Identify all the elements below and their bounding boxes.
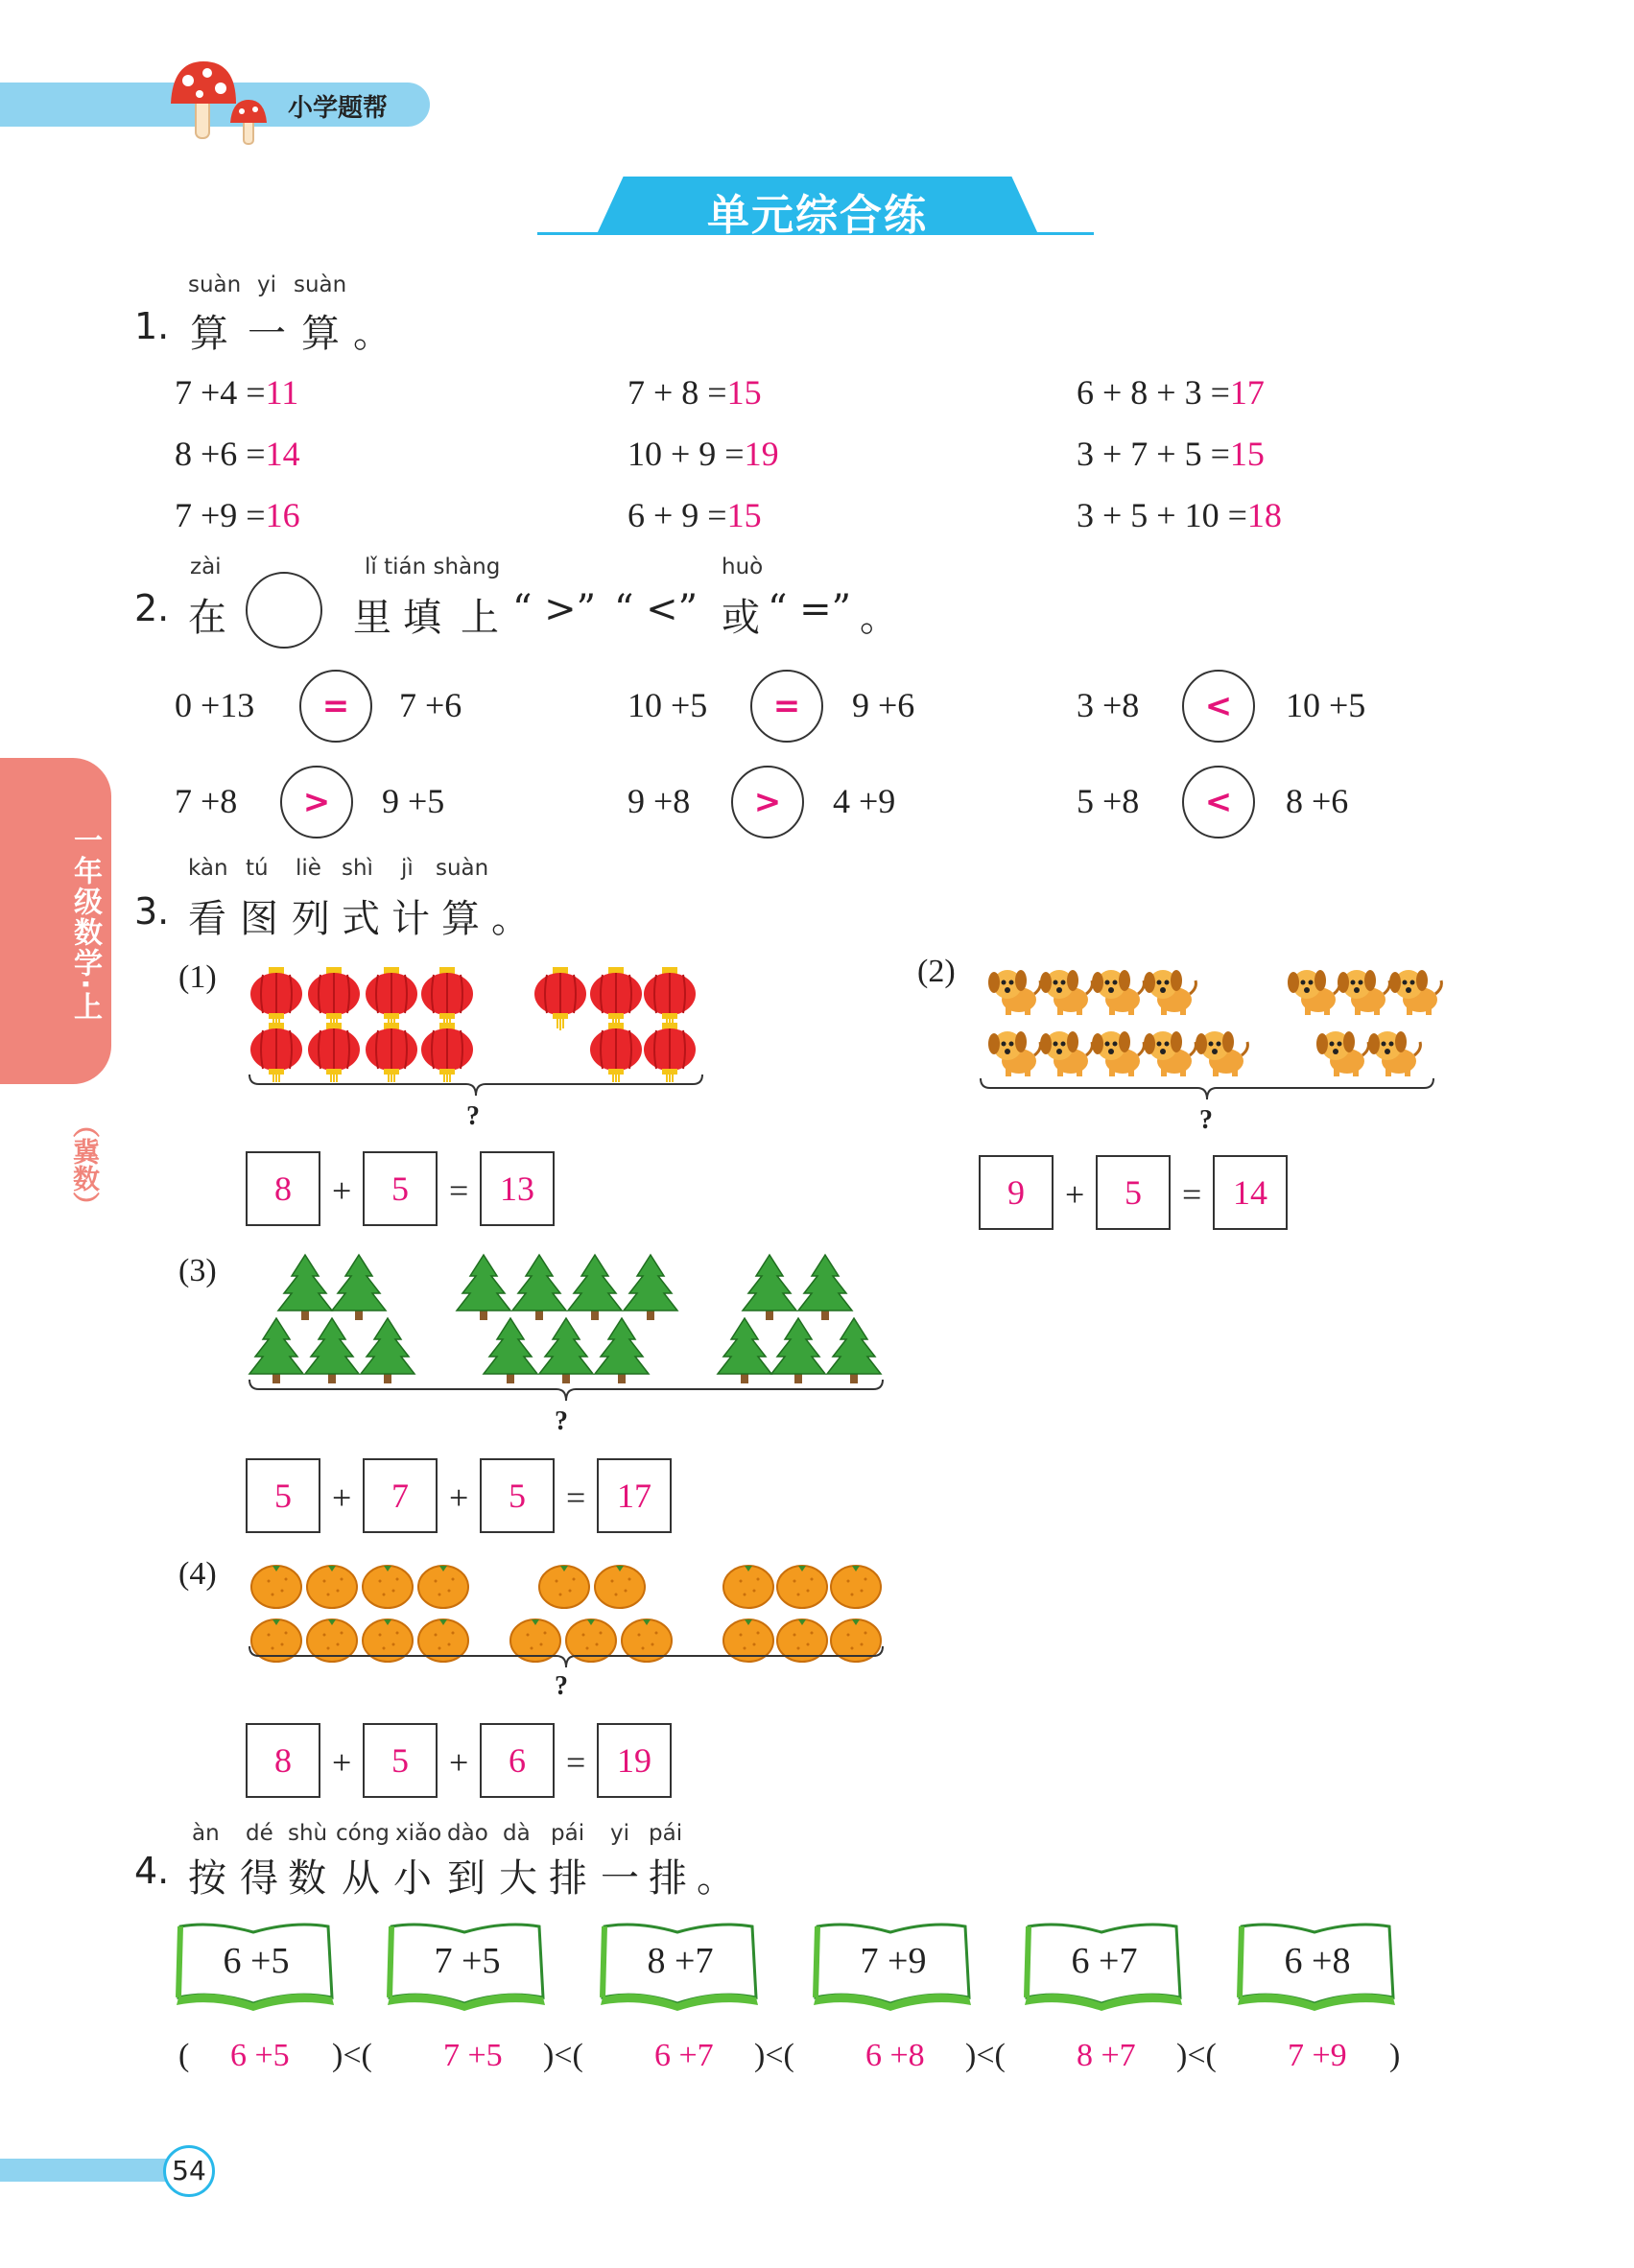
book-expression: 7 +9: [860, 1941, 927, 1981]
compare-left: 5 +8: [1077, 782, 1140, 820]
pinyin: liè: [296, 856, 321, 881]
trees-illustration: [248, 1253, 885, 1389]
ordered-answer: 7 +9: [1288, 2038, 1347, 2073]
compare-right: 8 +6: [1286, 782, 1349, 820]
pinyin: yi: [610, 1821, 630, 1846]
instruction-char: 图: [240, 897, 278, 941]
book-card: [1023, 1919, 1186, 2007]
instruction-char: 一: [601, 1856, 639, 1901]
compare-symbol: >: [280, 766, 353, 839]
open-paren: (: [178, 2038, 190, 2073]
instruction-char: 算: [441, 897, 480, 941]
footer-bar: [0, 2159, 173, 2182]
instruction-char: 。: [353, 312, 391, 356]
compare-left: 9 +8: [628, 782, 691, 820]
equation: 7 +4 =11: [175, 373, 299, 412]
book-card: [1236, 1919, 1399, 2007]
question-number: 1.: [134, 305, 170, 347]
compare-symbol: <: [1182, 766, 1255, 839]
equation: 3 + 5 + 10 =18: [1077, 496, 1282, 534]
ordered-answer: 6 +7: [654, 2038, 714, 2073]
instruction-char: 数: [288, 1856, 326, 1901]
question-mark: ?: [555, 1671, 568, 1701]
pinyin: shù: [288, 1821, 328, 1846]
equals-sign: =: [449, 1171, 469, 1210]
compare-left: 0 +13: [175, 686, 255, 724]
question-mark: ?: [1199, 1105, 1213, 1135]
compare-symbol: >: [731, 766, 804, 839]
part-label: (3): [178, 1253, 217, 1288]
compare-left: 7 +8: [175, 782, 238, 820]
answer: 16: [265, 496, 300, 534]
close-paren: ): [1389, 2038, 1401, 2073]
side-tab-edition: （冀数）: [69, 1111, 101, 1218]
pinyin: pái: [649, 1821, 683, 1846]
pinyin: dào: [447, 1821, 488, 1846]
instruction-char: 算: [190, 312, 228, 356]
answer-box: 19: [597, 1723, 672, 1798]
question-mark: ?: [466, 1101, 480, 1131]
pinyin: suàn: [188, 272, 242, 297]
instruction-char: 。: [860, 596, 898, 640]
book-card: [812, 1919, 975, 2007]
answer: 11: [265, 373, 299, 412]
answer: 14: [265, 435, 300, 473]
equation: 10 + 9 =19: [628, 435, 779, 473]
part-label: (2): [917, 954, 956, 989]
pinyin: àn: [192, 1821, 220, 1846]
instruction-char: 。: [697, 1856, 735, 1901]
pinyin: shì: [342, 856, 373, 881]
answer-box: 17: [597, 1458, 672, 1533]
compare-right: 10 +5: [1286, 686, 1366, 724]
ordered-answer: 6 +5: [230, 2038, 290, 2073]
pinyin: dé: [246, 1821, 273, 1846]
brand-name: 小学题帮: [288, 94, 389, 123]
separator: )<(: [1176, 2038, 1217, 2073]
answer-box: 5: [246, 1458, 320, 1533]
book-expression: 8 +7: [647, 1941, 714, 1981]
answer-box: 8: [246, 1151, 320, 1226]
equals-sign: =: [1182, 1175, 1202, 1214]
pinyin: jì: [401, 856, 414, 881]
instruction-char: 填: [403, 596, 441, 640]
question-number: 3.: [134, 890, 170, 933]
answer-box: 8: [246, 1723, 320, 1798]
brace-icon: [248, 1378, 885, 1405]
instruction-char: 一: [248, 312, 286, 356]
instruction-char: 上: [461, 596, 499, 640]
separator: )<(: [332, 2038, 372, 2073]
plus-sign: +: [449, 1743, 469, 1782]
ordered-answer: 6 +8: [865, 2038, 925, 2073]
equation: 7 + 8 =15: [628, 373, 762, 412]
instruction-char: 列: [292, 897, 330, 941]
instruction-char: 。: [491, 897, 530, 941]
separator: )<(: [965, 2038, 1006, 2073]
side-tab-text: 一年级数学·上: [68, 825, 102, 1023]
instruction-char: “ >”: [512, 587, 597, 631]
part-label: (1): [178, 959, 217, 995]
equals-sign: =: [566, 1743, 586, 1782]
answer: 18: [1246, 496, 1282, 534]
instruction-char: 在: [188, 596, 226, 640]
book-card: [386, 1919, 549, 2007]
answer-box: 5: [480, 1458, 555, 1533]
compare-right: 9 +5: [382, 782, 445, 820]
pinyin: suàn: [436, 856, 489, 881]
separator: )<(: [754, 2038, 794, 2073]
book-expression: 6 +7: [1071, 1941, 1138, 1981]
instruction-char: 得: [240, 1856, 278, 1901]
instruction-char: 里: [353, 596, 391, 640]
separator: )<(: [543, 2038, 583, 2073]
answer-box: 5: [1096, 1155, 1171, 1230]
equation: 6 + 9 =15: [628, 496, 762, 534]
instruction-char: 排: [549, 1856, 587, 1901]
answer-box: 13: [480, 1151, 555, 1226]
plus-sign: +: [1065, 1175, 1085, 1214]
brace-icon: [979, 1076, 1435, 1103]
book-card: [599, 1919, 762, 2007]
part-label: (4): [178, 1556, 217, 1592]
book-expression: 7 +5: [434, 1941, 501, 1981]
pinyin: lǐ tián shàng: [365, 555, 501, 579]
ordered-answer: 8 +7: [1077, 2038, 1136, 2073]
pinyin: suàn: [294, 272, 347, 297]
book-card: [175, 1919, 338, 2007]
instruction-char: 从: [342, 1856, 380, 1901]
answer-box: 5: [363, 1151, 438, 1226]
answer: 17: [1229, 373, 1265, 412]
brace-icon: [248, 1073, 704, 1099]
equation: 7 +9 =16: [175, 496, 300, 534]
pinyin: xiǎo: [395, 1821, 442, 1846]
puppies-illustration: [983, 956, 1443, 1088]
page-number: 54: [172, 2155, 206, 2186]
pinyin: yi: [257, 272, 277, 297]
lanterns-illustration: [248, 959, 704, 1082]
compare-symbol: =: [750, 670, 823, 743]
instruction-char: 排: [649, 1856, 687, 1901]
answer: 19: [744, 435, 779, 473]
answer-box: 14: [1213, 1155, 1288, 1230]
compare-symbol: =: [299, 670, 372, 743]
compare-right: 7 +6: [399, 686, 462, 724]
pinyin: kàn: [188, 856, 228, 881]
compare-symbol: <: [1182, 670, 1255, 743]
pinyin: pái: [551, 1821, 585, 1846]
pinyin: zài: [190, 555, 222, 579]
compare-left: 3 +8: [1077, 686, 1140, 724]
ordered-answer: 7 +5: [443, 2038, 503, 2073]
instruction-char: 按: [188, 1856, 226, 1901]
pinyin: tú: [246, 856, 269, 881]
question-mark: ?: [555, 1406, 568, 1436]
instruction-char: 到: [447, 1856, 485, 1901]
answer: 15: [726, 373, 762, 412]
instruction-char: 看: [188, 897, 226, 941]
instruction-char: “ =”: [768, 587, 852, 631]
answer-box: 6: [480, 1723, 555, 1798]
answer-box: 5: [363, 1723, 438, 1798]
instruction-char: 式: [342, 897, 380, 941]
equals-sign: =: [566, 1478, 586, 1517]
plus-sign: +: [332, 1743, 352, 1782]
pinyin: cóng: [336, 1821, 390, 1846]
compare-left: 10 +5: [628, 686, 708, 724]
answer: 15: [1229, 435, 1265, 473]
page-title: 单元综合练: [707, 191, 928, 240]
instruction-char: “ <”: [614, 587, 699, 631]
plus-sign: +: [332, 1171, 352, 1210]
answer-box: 9: [979, 1155, 1054, 1230]
instruction-char: 算: [301, 312, 340, 356]
book-expression: 6 +5: [223, 1941, 290, 1981]
mushroom-logo-icon: [163, 56, 278, 152]
answer: 15: [726, 496, 762, 534]
compare-right: 4 +9: [833, 782, 896, 820]
question-number: 4.: [134, 1850, 170, 1892]
brace-icon: [248, 1644, 885, 1671]
instruction-char: 大: [499, 1856, 537, 1901]
plus-sign: +: [332, 1478, 352, 1517]
pinyin: dà: [503, 1821, 531, 1846]
answer-box: 7: [363, 1458, 438, 1533]
equation: 8 +6 =14: [175, 435, 300, 473]
pinyin: huò: [722, 555, 764, 579]
equation: 3 + 7 + 5 =15: [1077, 435, 1265, 473]
instruction-char: 计: [391, 897, 430, 941]
instruction-char: 或: [722, 596, 760, 640]
question-number: 2.: [134, 587, 170, 629]
book-expression: 6 +8: [1284, 1941, 1351, 1981]
circle-blank-icon: [246, 572, 322, 649]
compare-right: 9 +6: [852, 686, 915, 724]
instruction-char: 小: [393, 1856, 432, 1901]
equation: 6 + 8 + 3 =17: [1077, 373, 1265, 412]
plus-sign: +: [449, 1478, 469, 1517]
